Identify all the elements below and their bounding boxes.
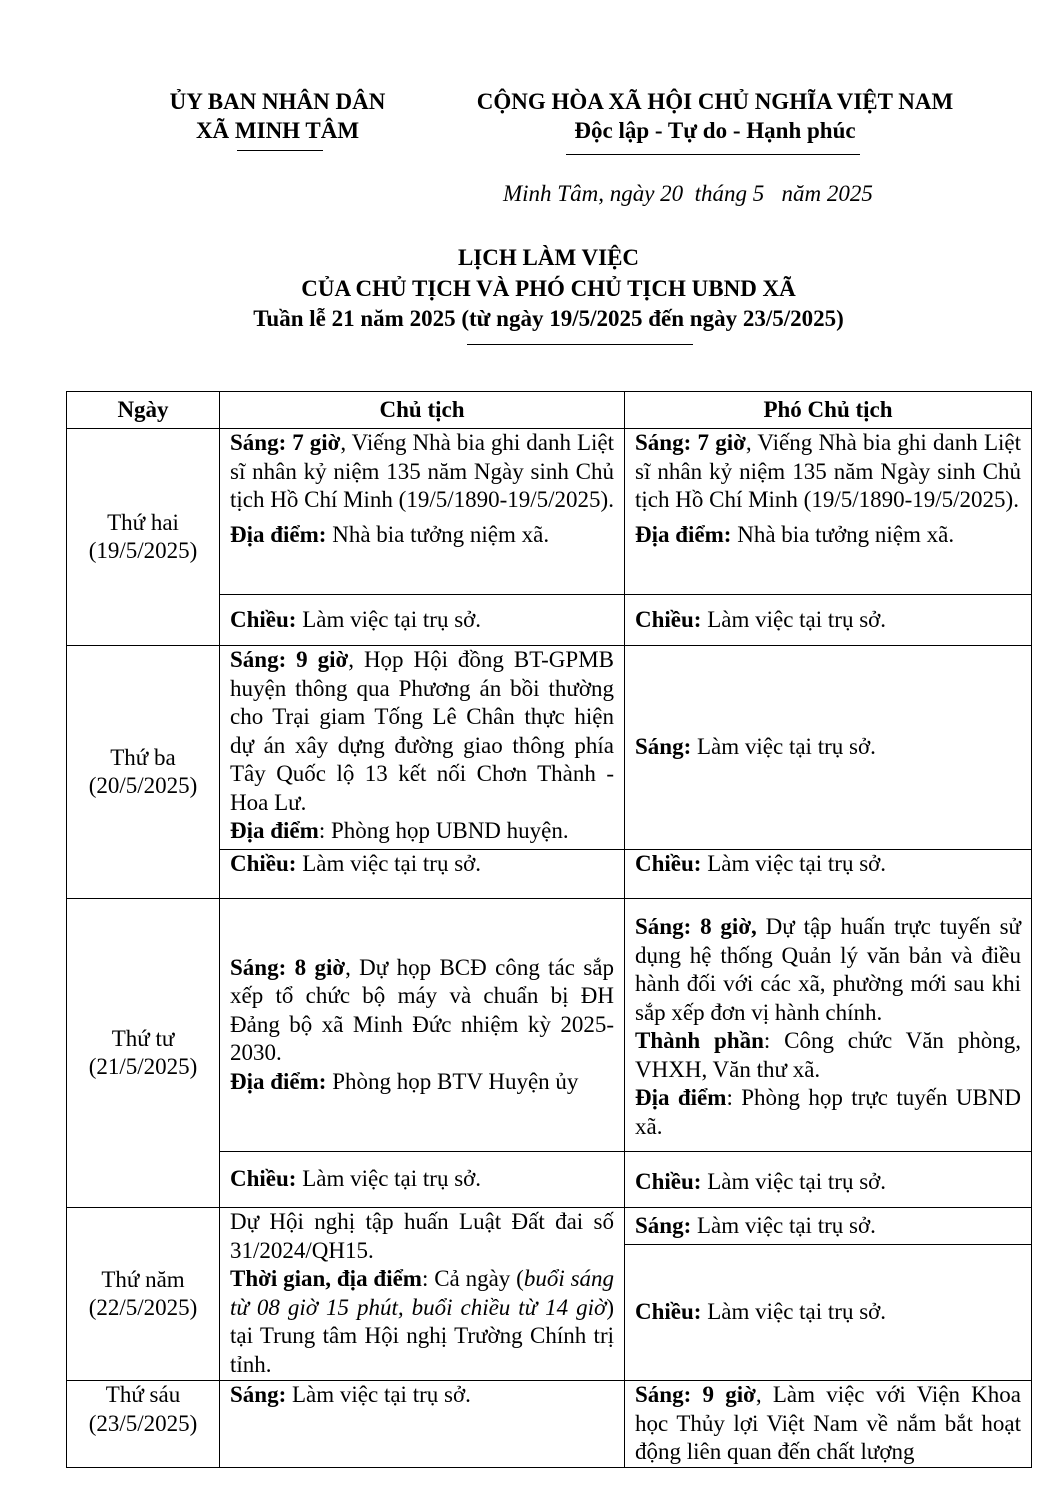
title-line-2: CỦA CHỦ TỊCH VÀ PHÓ CHỦ TỊCH UBND XÃ (301, 275, 796, 301)
vice-afternoon-monday: Chiều: Làm việc tại trụ sở. (625, 595, 1032, 646)
header-chairman: Chủ tịch (220, 392, 625, 429)
title-line-3: Tuần lễ 21 năm 2025 (từ ngày 19/5/2025 đến ngày 23/5/2025) (253, 306, 844, 331)
day-cell-thursday (67, 1208, 220, 1381)
chairman-thursday: Dự Hội nghị tập huấn Luật Đất đai số 31/2024/QH15. Thời gian, địa điểm: Cả ngày (buổi sáng từ 08 giờ 15 phút, buổi chiều từ 14 giờ) tại Trung tâm Hội nghị Trường Chính trị tỉnh. (220, 1208, 625, 1381)
day-date: (20/5/2025) (88, 773, 198, 798)
chairman-afternoon-monday: Chiều: Làm việc tại trụ sở. (220, 595, 625, 646)
header-day: Ngày (67, 392, 220, 429)
agency-line-1: ỦY BAN NHÂN DÂN (169, 89, 386, 114)
day-date: (22/5/2025) (88, 1295, 198, 1320)
table-row (67, 429, 1032, 595)
chairman-morning-monday: Sáng: 7 giờ, Viếng Nhà bia ghi danh Liệt sĩ nhân kỷ niệm 135 năm Ngày sinh Chủ tịch Hồ Chí Minh (19/5/1890-19/5/2025). Địa điểm: Nhà bia tưởng niệm xã. (220, 429, 625, 595)
document-title (66, 244, 1031, 334)
day-name: Thứ sáu (105, 1382, 181, 1407)
chairman-morning-wednesday: Sáng: 8 giờ, Dự họp BCĐ công tác sắp xếp tổ chức bộ máy và chuẩn bị ĐH Đảng bộ xã Minh Đức nhiệm kỳ 2025-2030. Địa điểm: Phòng họp BTV Huyện ủy (220, 899, 625, 1152)
vice-morning-monday: Sáng: 7 giờ, Viếng Nhà bia ghi danh Liệt sĩ nhân kỷ niệm 135 năm Ngày sinh Chủ tịch Hồ Chí Minh (19/5/1890-19/5/2025). Địa điểm: Nhà bia tưởng niệm xã. (625, 429, 1032, 595)
day-date: (23/5/2025) (88, 1410, 198, 1436)
title-underline (467, 344, 693, 345)
day-name: Thứ tư (111, 1025, 175, 1051)
vice-morning-thursday: Sáng: Làm việc tại trụ sở. (625, 1208, 1032, 1245)
vice-afternoon-thursday: Chiều: Làm việc tại trụ sở. (625, 1245, 1032, 1381)
date-line: Minh Tâm, ngày 20 tháng 5 năm 2025 (503, 181, 873, 206)
chairman-afternoon-tuesday: Chiều: Làm việc tại trụ sở. (220, 850, 625, 899)
day-name: Thứ hai (107, 509, 179, 535)
day-name: Thứ ba (110, 744, 176, 770)
table-row (67, 899, 1032, 1152)
agency-underline (237, 150, 323, 151)
table-row (67, 1208, 1032, 1245)
vice-morning-tuesday: Sáng: Làm việc tại trụ sở. (625, 646, 1032, 850)
table-header-row (67, 392, 1032, 429)
title-line-1: LỊCH LÀM VIỆC (457, 245, 640, 270)
agency-name (130, 88, 425, 145)
motto-underline (566, 154, 860, 155)
table-row (67, 646, 1032, 850)
nation-heading (430, 88, 1000, 145)
day-cell-wednesday (67, 899, 220, 1208)
vice-morning-wednesday: Sáng: 8 giờ, Dự tập huấn trực tuyến sử dụng hệ thống Quản lý văn bản và điều hành đối với các xã, phường mới sau khi sắp xếp đơn vị hành chính. Thành phần: Công chức Văn phòng, VHXH, Văn thư xã. Địa điểm: Phòng họp trực tuyến UBND xã. (625, 899, 1032, 1152)
agency-line-2: XÃ MINH TÂM (195, 117, 360, 143)
vice-afternoon-wednesday: Chiều: Làm việc tại trụ sở. (625, 1152, 1032, 1208)
vice-morning-friday: Sáng: 9 giờ, Làm việc với Viện Khoa học Thủy lợi Việt Nam về nắm bắt hoạt động liên quan đến chất lượng (625, 1381, 1032, 1468)
chairman-afternoon-wednesday: Chiều: Làm việc tại trụ sở. (220, 1152, 625, 1208)
vice-afternoon-tuesday: Chiều: Làm việc tại trụ sở. (625, 850, 1032, 899)
schedule-table (66, 391, 1032, 1468)
day-date: (19/5/2025) (88, 538, 198, 563)
day-cell-tuesday (67, 646, 220, 899)
chairman-morning-tuesday: Sáng: 9 giờ, Họp Hội đồng BT-GPMB huyện thông qua Phương án bồi thường cho Trại giam Tống Lê Chân thực hiện dự án xây dựng đường giao thông phía Tây Quốc lộ 13 kết nối Chơn Thành -Hoa Lư. Địa điểm: Phòng họp UBND huyện. (220, 646, 625, 850)
day-date: (21/5/2025) (88, 1054, 198, 1079)
nation-motto: Độc lập - Tự do - Hạnh phúc (574, 117, 856, 143)
day-cell-friday (67, 1381, 220, 1468)
day-cell-monday (67, 429, 220, 646)
header-vice-chairman: Phó Chủ tịch (625, 392, 1032, 429)
nation-line-1: CỘNG HÒA XÃ HỘI CHỦ NGHĨA VIỆT NAM (476, 89, 954, 114)
chairman-morning-friday: Sáng: Làm việc tại trụ sở. (220, 1381, 625, 1468)
table-row (67, 1381, 1032, 1468)
day-name: Thứ năm (101, 1266, 185, 1292)
